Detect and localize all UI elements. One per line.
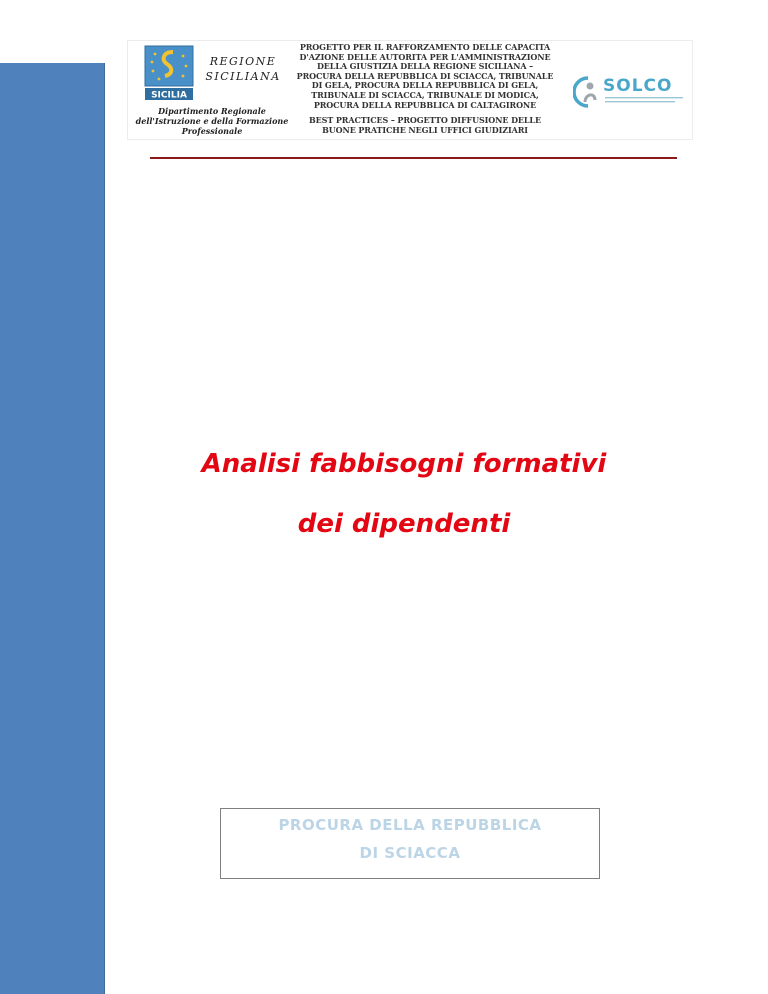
- project-line: DI GELA, PROCURA DELLA REPUBBLICA DI GELA,: [311, 80, 539, 91]
- solco-figure-icon: [573, 76, 603, 110]
- letterhead: [127, 40, 693, 140]
- sicilia-region-logo: [143, 44, 195, 104]
- department-line: Dipartimento Regionale: [158, 106, 266, 116]
- title-line: Analisi fabbisogni formativi: [201, 449, 607, 479]
- office-line: PROCURA DELLA REPUBBLICA: [278, 816, 542, 834]
- solco-logo: [573, 74, 689, 114]
- region-name: [205, 54, 281, 84]
- project-line: PROGETTO PER IL RAFFORZAMENTO DELLE CAPACITA: [299, 42, 551, 52]
- office-box: [220, 808, 600, 879]
- best-practices-line: BEST PRACTICES – PROGETTO DIFFUSIONE DELLE: [309, 115, 541, 126]
- project-description: [285, 43, 565, 135]
- title-line: dei dipendenti: [297, 509, 511, 539]
- project-line: PROCURA DELLA REPUBBLICA DI SCIACCA, TRIBUNALE: [296, 70, 554, 81]
- solco-tagline-lines: [605, 96, 687, 107]
- region-name-line: SICILIANA: [205, 70, 281, 83]
- project-line: D'AZIONE DELLE AUTORITA PER L'AMMINISTRAZIONE: [299, 51, 551, 62]
- project-line: PROCURA DELLA REPUBBLICA DI CALTAGIRONE: [313, 99, 537, 110]
- project-line: DELLA GIUSTIZIA DELLA REGIONE SICILIANA –: [316, 61, 534, 72]
- office-line: DI SCIACCA: [359, 844, 461, 862]
- region-name-line: REGIONE: [209, 55, 277, 68]
- solco-wordmark: SOLCO: [603, 76, 673, 96]
- left-color-band: [0, 63, 105, 994]
- best-practices-text: [285, 116, 565, 135]
- department-name: [127, 106, 297, 136]
- header-divider: [150, 157, 677, 159]
- document-title: [104, 434, 704, 554]
- project-line: TRIBUNALE DI SCIACCA, TRIBUNALE DI MODICA,: [311, 89, 539, 100]
- department-line: dell'Istruzione e della Formazione: [135, 116, 289, 126]
- sicilia-logo-text: SICILIA: [151, 90, 187, 101]
- best-practices-line: BUONE PRATICHE NEGLI UFFICI GIUDIZIARI: [322, 124, 528, 135]
- department-line: Professionale: [181, 126, 243, 136]
